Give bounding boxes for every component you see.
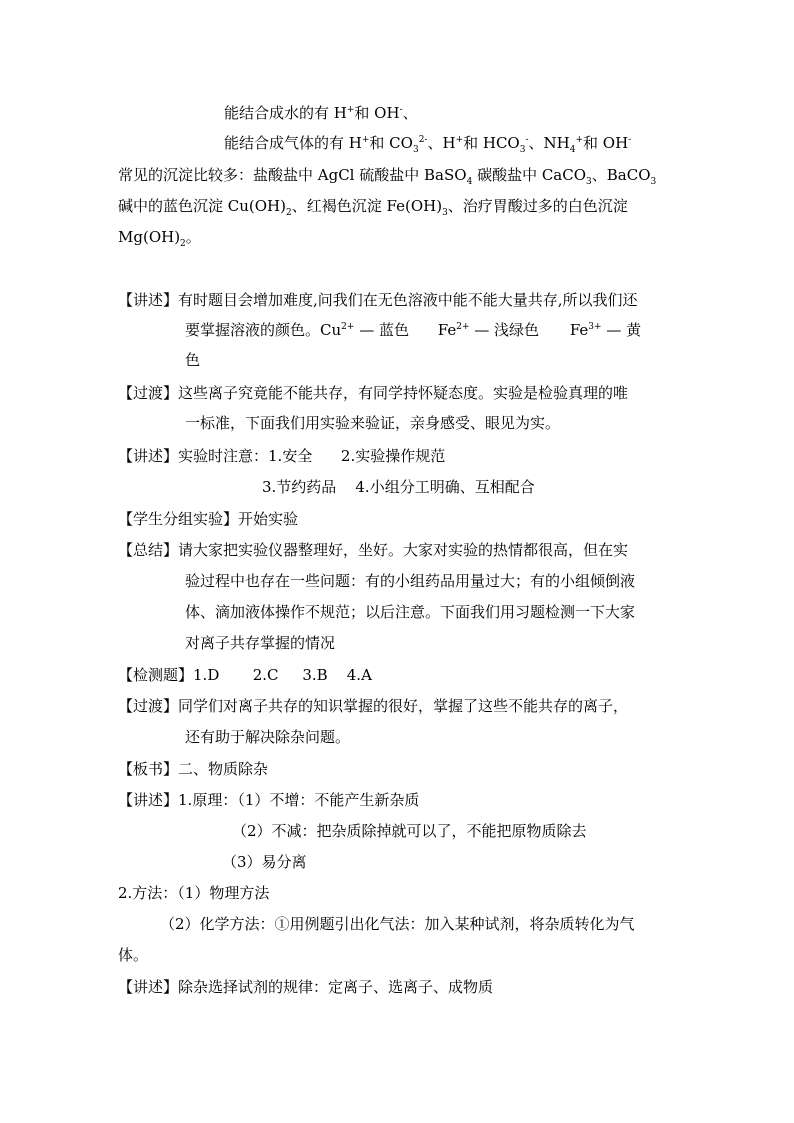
section-tag: 【讲述】	[118, 791, 179, 809]
text-run: 。	[185, 228, 201, 246]
text-run: 、NH	[528, 134, 570, 152]
superscript: -	[399, 105, 403, 115]
section-tag: 【过渡】	[118, 697, 179, 715]
paragraph-line	[118, 790, 419, 810]
text-run: 2.方法：（1）物理方法	[118, 884, 270, 902]
subscript: 2	[286, 208, 292, 218]
subscript: 3	[442, 208, 448, 218]
text-run: 常见的沉淀比较多：盐酸盐中 AgCl 硫酸盐中 BaSO	[118, 166, 467, 184]
subscript: 3	[586, 177, 592, 187]
subscript: 2	[180, 239, 186, 249]
section-tag: 【检测题】	[118, 666, 194, 684]
paragraph-line	[118, 665, 372, 685]
section-tag: 【讲述】	[118, 447, 179, 465]
text-run: 3.节约药品 4.小组分工明确、互相配合	[262, 478, 535, 496]
text-run: 还有助于解决除杂问题。	[185, 728, 351, 746]
text-run: 除杂选择试剂的规律：定离子、选离子、成物质	[178, 978, 494, 996]
paragraph-line	[160, 914, 635, 934]
paragraph-line	[118, 977, 493, 997]
text-run: 二、物质除杂	[178, 760, 269, 778]
section-tag: 【讲述】	[118, 291, 179, 309]
paragraph-line	[118, 540, 628, 560]
text-run: 和 HCO	[463, 134, 520, 152]
text-line	[118, 196, 628, 216]
text-run: 碳酸盐中 CaCO	[472, 166, 587, 184]
paragraph-line	[118, 945, 148, 965]
text-run: 1.D 2.C 3.B 4.A	[193, 666, 372, 684]
text-run: 体。	[118, 946, 149, 964]
paragraph-line	[185, 571, 635, 591]
text-line	[224, 133, 631, 153]
text-run: Mg(OH)	[118, 228, 181, 246]
paragraph-line	[185, 602, 635, 622]
superscript: 3+	[588, 322, 602, 332]
text-run: 色	[185, 351, 201, 369]
paragraph-line	[232, 821, 587, 841]
text-run: 能结合成水的有 H	[224, 104, 347, 122]
text-run: 、红褐色沉淀 Fe(OH)	[291, 197, 443, 215]
superscript: -	[628, 135, 632, 145]
paragraph-line	[185, 727, 350, 747]
text-run: 验过程中也存在一些问题：有的小组药品用量过大；有的小组倾倒液	[185, 572, 636, 590]
superscript: +	[455, 135, 464, 145]
text-line	[224, 103, 418, 123]
paragraph-line	[185, 413, 560, 433]
section-tag: 【学生分组实验】	[118, 510, 239, 528]
subscript: 3	[519, 145, 526, 155]
text-run: 碱中的蓝色沉淀 Cu(OH)	[118, 197, 286, 215]
text-run: 这些离子究竟能不能共存，有同学持怀疑态度。实验是检验真理的唯	[178, 384, 629, 402]
text-run: 对离子共存掌握的情况	[185, 634, 336, 652]
text-run: 实验时注意：1.安全 2.实验操作规范	[178, 447, 446, 465]
text-run: （2）不减：把杂质除掉就可以了，不能把原物质除去	[232, 822, 587, 840]
superscript: -	[525, 135, 529, 145]
paragraph-line	[185, 633, 335, 653]
text-run: Fe	[437, 321, 457, 339]
text-run: 、BaCO	[591, 166, 651, 184]
subscript: 4	[569, 145, 576, 155]
section-tag: 【板书】	[118, 760, 179, 778]
text-run: 有时题目会增加难度,问我们在无色溶液中能不能大量共存,所以我们还	[178, 291, 638, 309]
section-tag: 【过渡】	[118, 384, 179, 402]
text-run: 体、滴加液体操作不规范；以后注意。下面我们用习题检测一下大家	[185, 603, 636, 621]
text-run: 、H	[427, 134, 456, 152]
text-run: （2）化学方法：①用例题引出化气法：加入某种试剂，将杂质转化为气	[160, 915, 635, 933]
paragraph-line	[118, 383, 628, 403]
text-run: 和 CO	[369, 134, 413, 152]
superscript: +	[361, 135, 370, 145]
text-line	[118, 227, 201, 247]
section-tag: 【总结】	[118, 541, 179, 559]
superscript: 2+	[456, 322, 470, 332]
text-run: 开始实验	[238, 510, 299, 528]
superscript: +	[575, 135, 584, 145]
text-run: — 蓝色	[354, 321, 409, 339]
subscript: 3	[650, 177, 657, 187]
paragraph-line	[222, 852, 307, 872]
paragraph-line	[118, 883, 269, 903]
subscript: 3	[412, 145, 419, 155]
paragraph-line	[118, 446, 445, 466]
superscript: 2-	[418, 135, 428, 145]
subscript: 4	[466, 177, 473, 187]
text-run: 能结合成气体的有 H	[224, 134, 362, 152]
text-run: 一标准，下面我们用实验来验证，亲身感受、眼见为实。	[185, 414, 561, 432]
text-run: — 黄	[601, 321, 642, 339]
paragraph-line	[118, 759, 268, 779]
paragraph-line	[262, 477, 535, 497]
paragraph-line	[118, 290, 638, 310]
text-run: 、治疗胃酸过多的白色沉淀	[447, 197, 628, 215]
text-run: 请大家把实验仪器整理好，坐好。大家对实验的热情都很高，但在实	[178, 541, 629, 559]
text-run: 、	[402, 104, 418, 122]
text-run: 和 OH	[583, 134, 629, 152]
paragraph-line	[118, 509, 298, 529]
text-run: （3）易分离	[222, 853, 307, 871]
superscript: +	[346, 105, 355, 115]
text-line	[118, 165, 656, 185]
paragraph-line	[185, 320, 641, 340]
section-tag: 【讲述】	[118, 978, 179, 996]
paragraph-line	[118, 696, 628, 716]
text-run: Fe	[569, 321, 589, 339]
text-run: 和 OH	[354, 104, 400, 122]
paragraph-line	[185, 350, 200, 370]
text-run: 要掌握溶液的颜色。Cu	[185, 321, 342, 339]
text-run: 同学们对离子共存的知识掌握的很好，掌握了这些不能共存的离子，	[178, 697, 629, 715]
superscript: 2+	[341, 322, 355, 332]
text-run: 1.原理：（1）不增：不能产生新杂质	[178, 791, 420, 809]
text-run: — 浅绿色	[469, 321, 540, 339]
